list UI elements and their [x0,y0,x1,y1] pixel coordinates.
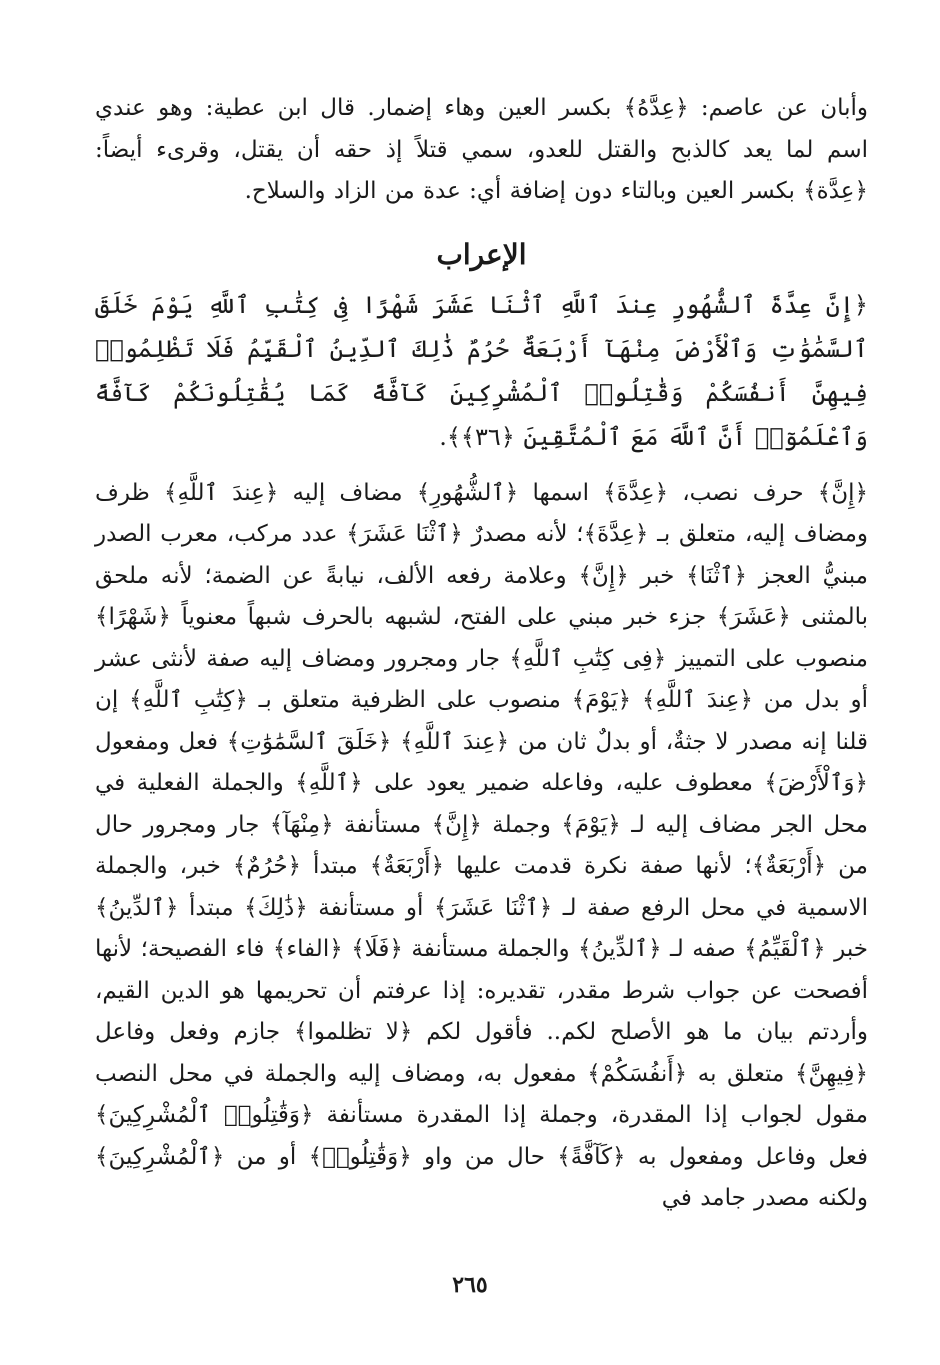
page-number: ٢٦٥ [452,1272,488,1298]
intro-paragraph: وأبان عن عاصم: ﴿عِدَّهُ﴾ بكسر العين وهاء إضمار. قال ابن عطية: وهو عندي اسم لما يعد كالذبح والقتل للعدو، سمي قتلاً إذ حقه أن يقتل، وقرىء أيضاً: ﴿عِدَّة﴾ بكسر العين وبالتاء دون إضافة أي: عدة من الزاد والسلاح. [95,95,868,204]
grammar-analysis-paragraph: ﴿إِنَّ﴾ حرف نصب، ﴿عِدَّةَ﴾ اسمها ﴿ٱلشُّهُورِ﴾ مضاف إليه ﴿عِندَ ٱللَّهِ﴾ ظرف ومضاف إليه، متعلق بـ ﴿عِدَّةَ﴾؛ لأنه مصدرٌ ﴿ٱثْنَا عَشَرَ﴾ عدد مركب، معرب الصدر مبنيُّ العجز ﴿ٱثْنَا﴾ خبر ﴿إِنَّ﴾ وعلامة رفعه الألف، نيابةً عن الضمة؛ لأنه ملحق بالمثنى ﴿عَشَرَ﴾ جزء خبر مبني على الفتح، لشبهه بالحرف شبهاً معنوياً ﴿شَهْرًا﴾ منصوب على التمييز ﴿فِى كِتَٰبِ ٱللَّهِ﴾ جار ومجرور ومضاف إليه صفة لأنثى عشر أو بدل من ﴿عِندَ ٱللَّهِ﴾ ﴿يَوْمَ﴾ منصوب على الظرفية متعلق بـ ﴿كِتَٰبِ ٱللَّهِ﴾ إن قلنا إنه مصدر لا جثةٌ، أو بدلٌ ثان من ﴿عِندَ ٱللَّهِ﴾ ﴿خَلَقَ ٱلسَّمَٰوَٰتِ﴾ فعل ومفعول ﴿وَٱلْأَرْضَ﴾ معطوف عليه، وفاعله ضمير يعود على ﴿ٱللَّهِ﴾ والجملة الفعلية في محل الجر مضاف إليه لـ ﴿يَوْمَ﴾ وجملة ﴿إِنَّ﴾ مستأنفة ﴿مِنْهَآ﴾ جار ومجرور حال من ﴿أَرْبَعَةٌ﴾؛ لأنها صفة نكرة قدمت عليها ﴿أَرْبَعَةٌ﴾ مبتدأ ﴿حُرُمٌ﴾ خبر، والجملة الاسمية في محل الرفع صفة لـ ﴿ٱثْنَا عَشَرَ﴾ أو مستأنفة ﴿ذَٰلِكَ﴾ مبتدأ ﴿ٱلدِّينُ﴾ خبر ﴿ٱلْقَيِّمُ﴾ صفه لـ ﴿ٱلدِّينُ﴾ والجملة مستأنفة ﴿فَلَا﴾ ﴿الفاء﴾ فاء الفصيحة؛ لأنها أفصحت عن جواب شرط مقدر، تقديره: إذا عرفتم أن تحريمها هو الدين القيم، وأردتم بيان ما هو الأصلح لكم.. فأقول لكم ﴿لا تظلموا﴾ جازم وفعل وفاعل ﴿فِيهِنَّ﴾ متعلق به ﴿أَنفُسَكُمْ﴾ مفعول به، ومضاف إليه والجملة في محل النصب مقول لجواب إذا المقدرة، وجملة إذا المقدرة مستأنفة ﴿وَقَٰتِلُوا۟ ٱلْمُشْرِكِينَ﴾ فعل وفاعل ومفعول به ﴿كَآفَّةً﴾ حال من واو ﴿وَقَٰتِلُوا۟﴾ أو من ﴿ٱلْمُشْرِكِينَ﴾ ولكنه مصدر جامد في [95,479,868,1211]
section-title: الإعراب [436,237,527,271]
quran-verse: ﴿إِنَّ عِدَّةَ ٱلشُّهُورِ عِندَ ٱللَّهِ ٱثْنَا عَشَرَ شَهْرًا فِى كِتَٰبِ ٱللَّهِ يَوْمَ خَلَقَ ٱلسَّمَٰوَٰتِ وَٱلْأَرْضَ مِنْهَآ أَرْبَعَةٌ حُرُمٌ ذَٰلِكَ ٱلدِّينُ ٱلْقَيِّمُ فَلَا تَظْلِمُوا۟ فِيهِنَّ أَنفُسَكُمْ وَقَٰتِلُوا۟ ٱلْمُشْرِكِينَ كَآفَّةً كَمَا يُقَٰتِلُونَكُمْ كَآفَّةً وَٱعْلَمُوٓا۟ أَنَّ ٱللَّهَ مَعَ ٱلْمُتَّقِينَ ﴿٣٦﴾﴾. [95,290,868,451]
page-content [95,88,868,1365]
